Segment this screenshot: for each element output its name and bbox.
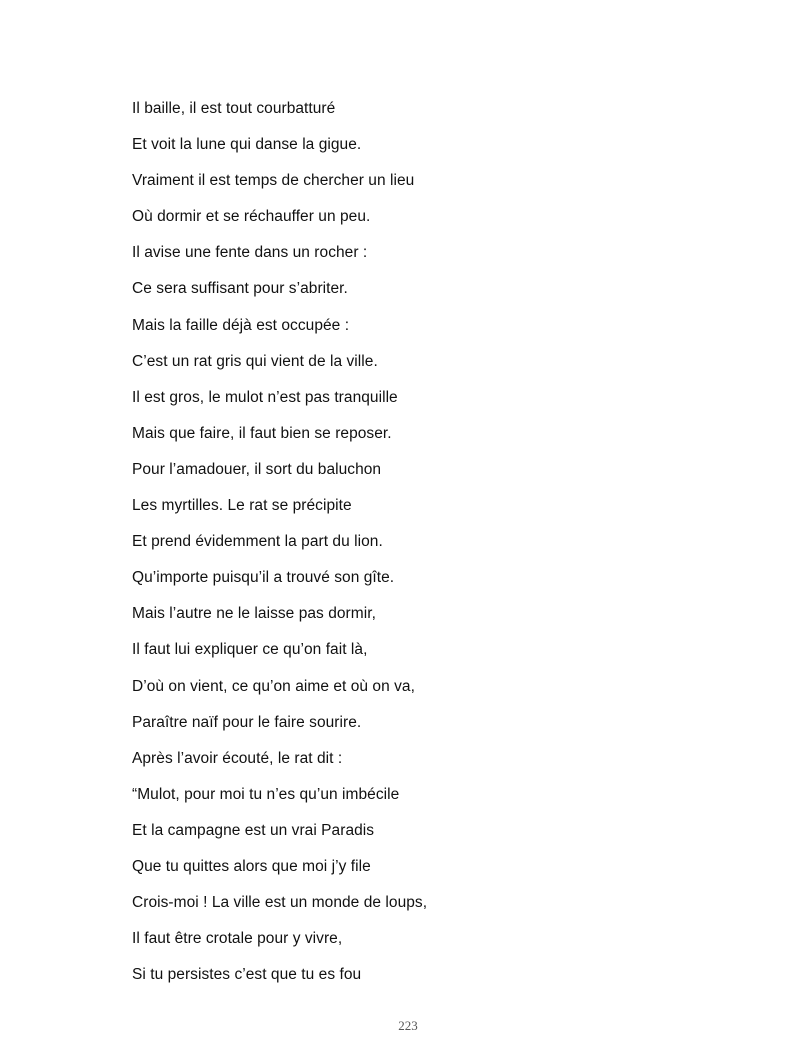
- poem-line: Qu’importe puisqu’il a trouvé son gîte.: [132, 569, 395, 587]
- poem-line: Ce sera suffisant pour s’abriter.: [132, 280, 348, 298]
- poem-line: Mais que faire, il faut bien se reposer.: [132, 424, 392, 442]
- poem-line: Et voit la lune qui danse la gigue.: [132, 136, 362, 154]
- page-number: 223: [398, 1018, 418, 1033]
- poem-line: Si tu persistes c’est que tu es fou: [132, 966, 362, 984]
- poem-line: Vraiment il est temps de chercher un lieu: [132, 172, 415, 190]
- poem-line: Les myrtilles. Le rat se précipite: [132, 497, 352, 515]
- poem-line: Que tu quittes alors que moi j’y file: [132, 857, 371, 875]
- poem-line: Et prend évidemment la part du lion.: [132, 533, 383, 551]
- poem-line: Il faut lui expliquer ce qu’on fait là,: [132, 641, 368, 659]
- poem-line: Il est gros, le mulot n’est pas tranquille: [132, 388, 398, 406]
- poem-line: Il avise une fente dans un rocher :: [132, 244, 368, 262]
- poem-line: Et la campagne est un vrai Paradis: [132, 821, 375, 839]
- poem-line: C’est un rat gris qui vient de la ville.: [132, 352, 378, 370]
- poem-line: Il faut être crotale pour y vivre,: [132, 930, 343, 948]
- poem-line: Pour l’amadouer, il sort du baluchon: [132, 460, 382, 478]
- poem-line: Il baille, il est tout courbatturé: [132, 100, 336, 117]
- poem-line: Crois-moi ! La ville est un monde de loups,: [132, 894, 428, 912]
- poem-stanza: [132, 98, 427, 1000]
- poem-line: Paraître naïf pour le faire sourire.: [132, 713, 362, 731]
- poem-line: “Mulot, pour moi tu n’es qu’un imbécile: [132, 785, 400, 803]
- poem-line: Mais l’autre ne le laisse pas dormir,: [132, 605, 376, 623]
- poem-line: D’où on vient, ce qu’on aime et où on va,: [132, 677, 415, 695]
- poem-line: Mais la faille déjà est occupée :: [132, 316, 350, 334]
- poem-line: Après l’avoir écouté, le rat dit :: [132, 749, 343, 767]
- poem-line: Où dormir et se réchauffer un peu.: [132, 208, 371, 226]
